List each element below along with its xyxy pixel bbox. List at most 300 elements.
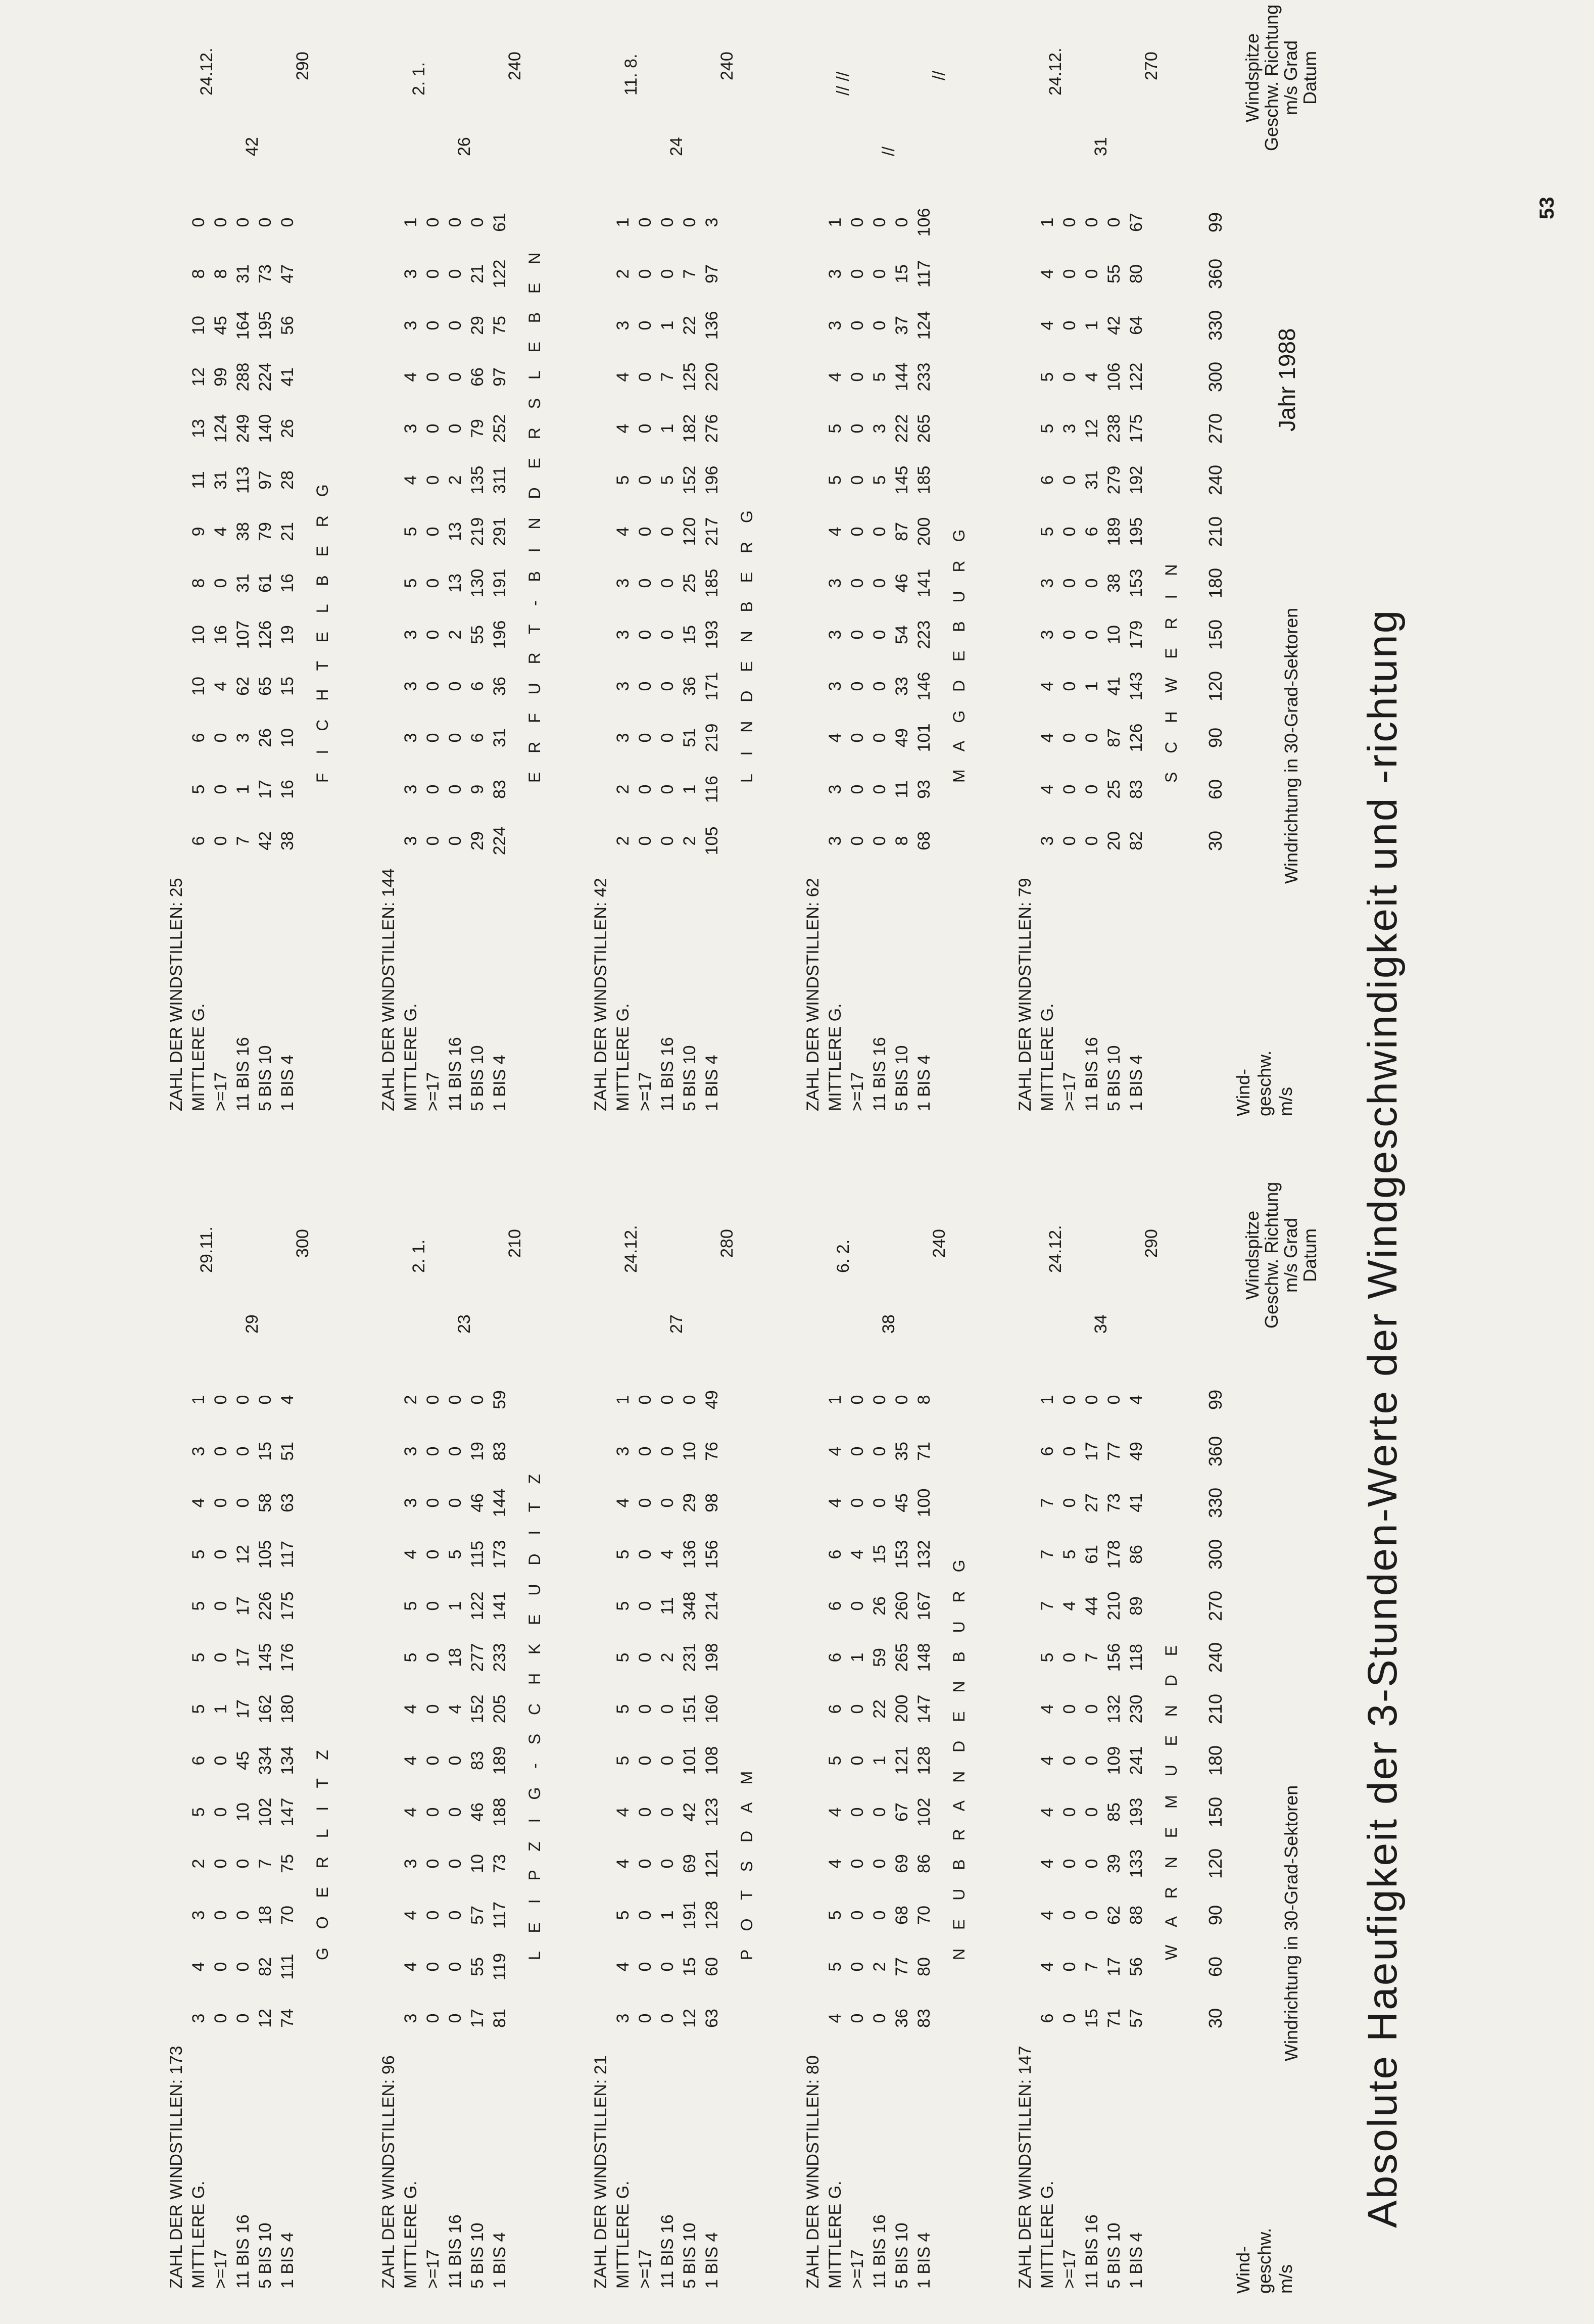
row-label: 5 BIS 10 — [680, 1045, 699, 1111]
data-cell: 0 — [870, 630, 889, 640]
data-cell: 0 — [1082, 1859, 1101, 1869]
data-cell: 0 — [658, 1498, 677, 1508]
data-cell: 1 — [1082, 681, 1101, 691]
row-label: >=17 — [1060, 2249, 1079, 2289]
data-cell: 0 — [636, 475, 655, 485]
data-cell: 22 — [870, 1699, 889, 1719]
data-cell: 83 — [1127, 780, 1146, 799]
data-cell: 0 — [1060, 1962, 1079, 1972]
data-cell: 102 — [914, 1797, 934, 1827]
direction-header: Windrichtung in 30-Grad-Sektoren — [1281, 607, 1301, 884]
data-cell: 10 — [189, 316, 208, 335]
data-cell: 102 — [256, 1797, 275, 1827]
peak-date: 24.12. — [1046, 1225, 1065, 1273]
data-cell: 0 — [211, 1859, 230, 1869]
data-cell: 4 — [613, 1859, 633, 1869]
data-cell: 224 — [490, 826, 509, 856]
data-cell: 0 — [658, 1446, 677, 1456]
data-cell: 57 — [468, 1906, 487, 1925]
data-cell: 3 — [826, 320, 845, 330]
data-cell: 4 — [826, 1446, 845, 1456]
data-cell: 46 — [892, 574, 911, 593]
data-cell: 86 — [914, 1854, 934, 1873]
data-cell: 113 — [233, 466, 253, 494]
data-cell: 0 — [1060, 1704, 1079, 1714]
data-cell: 47 — [278, 264, 297, 283]
row-label: 5 BIS 10 — [468, 1045, 487, 1111]
column-header-360: 360 — [1205, 1436, 1226, 1467]
data-cell: 4 — [401, 1756, 420, 1766]
data-cell: 0 — [1060, 1807, 1079, 1817]
data-cell: 0 — [870, 1859, 889, 1869]
data-cell: 62 — [233, 677, 253, 696]
data-cell: 25 — [1104, 780, 1124, 799]
row-label: 11 BIS 16 — [233, 1037, 253, 1111]
data-cell: 210 — [1104, 1591, 1124, 1621]
data-cell: 223 — [914, 620, 934, 649]
data-cell: 8 — [211, 269, 230, 279]
data-cell: 3 — [613, 320, 633, 330]
data-cell: 117 — [914, 260, 934, 288]
data-cell: 196 — [490, 620, 509, 649]
data-cell: 0 — [870, 1446, 889, 1456]
data-cell: 15 — [870, 1545, 889, 1564]
data-cell: 0 — [211, 578, 230, 588]
data-cell: 26 — [278, 419, 297, 438]
data-cell: 189 — [1104, 517, 1124, 546]
data-cell: 101 — [680, 1746, 699, 1775]
data-cell: 73 — [490, 1854, 509, 1873]
data-cell: 5 — [826, 1962, 845, 1972]
data-cell: 4 — [401, 1704, 420, 1714]
row-label: 1 BIS 4 — [702, 2232, 721, 2289]
data-cell: 276 — [702, 414, 721, 443]
data-cell: 124 — [211, 414, 230, 443]
data-cell: 4 — [278, 1395, 297, 1405]
data-cell: 4 — [401, 1807, 420, 1817]
data-cell: 4 — [826, 372, 845, 382]
data-cell: 214 — [702, 1591, 721, 1621]
data-cell: 0 — [1060, 681, 1079, 691]
page-title: Absolute Haeufigkeit der 3-Stunden-Werte der Windgeschwindigkeit und -richtung — [1360, 608, 1406, 2228]
data-cell: 15 — [680, 625, 699, 644]
data-cell: 3 — [401, 784, 420, 794]
right-table — [0, 0, 1594, 1147]
data-cell: 0 — [658, 217, 677, 227]
data-cell: 1 — [189, 1395, 208, 1405]
data-cell: 0 — [848, 1910, 867, 1920]
data-cell: 0 — [1060, 630, 1079, 640]
data-cell: 6 — [826, 1601, 845, 1611]
data-cell: 0 — [1060, 836, 1079, 846]
data-cell: 67 — [892, 1803, 911, 1822]
column-header-240: 240 — [1205, 1642, 1226, 1673]
data-cell: 10 — [189, 677, 208, 696]
row-label: 5 BIS 10 — [1104, 2222, 1124, 2289]
data-cell: 12 — [189, 367, 208, 387]
data-cell: 4 — [1127, 1395, 1146, 1405]
data-cell: 12 — [680, 2009, 699, 2028]
data-cell: 1 — [658, 423, 677, 434]
data-cell: 145 — [892, 465, 911, 495]
data-cell: 121 — [892, 1746, 911, 1775]
data-cell: 0 — [848, 1807, 867, 1817]
row-label: 5 BIS 10 — [680, 2222, 699, 2289]
data-cell: 12 — [256, 2009, 275, 2028]
data-cell: 3 — [401, 320, 420, 330]
data-cell: 27 — [1082, 1493, 1101, 1512]
data-cell: 191 — [680, 1901, 699, 1930]
data-cell: 17 — [468, 2009, 487, 2028]
data-cell: 0 — [1060, 1446, 1079, 1456]
data-cell: 0 — [211, 1652, 230, 1663]
data-cell: 188 — [490, 1797, 509, 1827]
data-cell: 0 — [446, 836, 465, 846]
data-cell: 54 — [892, 625, 911, 644]
peak-speed: 42 — [243, 137, 262, 156]
data-cell: 0 — [423, 217, 443, 227]
row-label: MITTLERE G. — [613, 2180, 633, 2289]
peak-direction: 270 — [1142, 52, 1161, 80]
data-cell: 64 — [1127, 316, 1146, 335]
data-cell: 16 — [278, 780, 297, 799]
data-cell: 75 — [490, 316, 509, 335]
data-cell: 3 — [189, 2013, 208, 2023]
data-cell: 119 — [490, 1953, 509, 1981]
data-cell: 82 — [256, 1957, 275, 1976]
data-cell: 46 — [468, 1493, 487, 1512]
peak-date: 2. 1. — [409, 1239, 428, 1273]
data-cell: 5 — [870, 475, 889, 485]
data-cell: 0 — [423, 475, 443, 485]
data-cell: 58 — [256, 1493, 275, 1512]
peak-speed: 31 — [1091, 137, 1110, 156]
data-cell: 0 — [870, 1498, 889, 1508]
data-cell: 0 — [848, 217, 867, 227]
data-cell: 195 — [1127, 517, 1146, 546]
data-cell: 185 — [914, 465, 934, 495]
data-cell: 13 — [189, 419, 208, 438]
data-cell: 0 — [423, 1395, 443, 1405]
column-header-270: 270 — [1205, 1590, 1226, 1622]
data-cell: 0 — [658, 784, 677, 794]
data-cell: 0 — [870, 527, 889, 537]
direction-header: Windrichtung in 30-Grad-Sektoren — [1281, 1785, 1301, 2061]
data-cell: 17 — [1082, 1442, 1101, 1461]
data-cell: 68 — [892, 1906, 911, 1925]
calm-count-label: ZAHL DER WINDSTILLEN: 147 — [1016, 2046, 1035, 2289]
data-cell: 29 — [680, 1493, 699, 1512]
data-cell: 83 — [468, 1751, 487, 1770]
peak-date: 2. 1. — [409, 62, 428, 96]
data-cell: 143 — [1127, 672, 1146, 701]
data-cell: 4 — [848, 1549, 867, 1559]
data-cell: 0 — [423, 733, 443, 743]
data-cell: 133 — [1127, 1849, 1146, 1878]
data-cell: 31 — [233, 264, 253, 283]
data-cell: 4 — [826, 2013, 845, 2023]
data-cell: 148 — [914, 1643, 934, 1672]
data-cell: 1 — [211, 1704, 230, 1714]
data-cell: 0 — [1060, 269, 1079, 279]
wind-speed-header-line: m/s — [1275, 1087, 1296, 1116]
row-label: MITTLERE G. — [826, 2180, 845, 2289]
data-cell: 5 — [189, 1652, 208, 1663]
peak-date: 11. 8. — [621, 54, 641, 96]
data-cell: 0 — [423, 681, 443, 691]
data-cell: 7 — [1038, 1549, 1057, 1559]
data-cell: 0 — [423, 1962, 443, 1972]
data-cell: 45 — [233, 1751, 253, 1770]
data-cell: 3 — [401, 1859, 420, 1869]
data-cell: 38 — [1104, 574, 1124, 593]
data-cell: 0 — [446, 733, 465, 743]
data-cell: 0 — [636, 1859, 655, 1869]
data-cell: 0 — [211, 1807, 230, 1817]
data-cell: 0 — [446, 1910, 465, 1920]
data-cell: 0 — [636, 630, 655, 640]
data-cell: 4 — [401, 372, 420, 382]
station-name: S C H W E R I N — [1162, 557, 1180, 783]
column-header-180: 180 — [1205, 567, 1226, 599]
data-cell: 106 — [914, 208, 934, 237]
data-cell: 0 — [848, 1756, 867, 1766]
data-cell: 0 — [848, 1859, 867, 1869]
wind-speed-header — [1233, 2228, 1296, 2294]
peak-header-line: m/s Grad — [1280, 1217, 1301, 1293]
data-cell: 0 — [446, 320, 465, 330]
data-cell: 0 — [870, 1807, 889, 1817]
data-cell: 191 — [490, 568, 509, 598]
data-cell: 5 — [401, 527, 420, 537]
row-label: 11 BIS 16 — [870, 2214, 889, 2289]
data-cell: 132 — [1104, 1694, 1124, 1724]
data-cell: 0 — [211, 217, 230, 227]
data-cell: 1 — [1082, 320, 1101, 330]
data-cell: 0 — [1060, 1756, 1079, 1766]
data-cell: 0 — [636, 372, 655, 382]
column-header-120: 120 — [1205, 671, 1226, 702]
data-cell: 36 — [892, 2009, 911, 2028]
data-cell: 37 — [892, 316, 911, 335]
data-cell: 147 — [278, 1797, 297, 1827]
data-cell: 0 — [1082, 630, 1101, 640]
data-cell: 0 — [870, 733, 889, 743]
data-cell: 80 — [914, 1957, 934, 1976]
data-cell: 167 — [914, 1591, 934, 1621]
data-cell: 57 — [1127, 2009, 1146, 2028]
data-cell: 0 — [848, 1446, 867, 1456]
data-cell: 10 — [278, 728, 297, 747]
data-cell: 4 — [826, 527, 845, 537]
data-cell: 41 — [1127, 1493, 1146, 1512]
data-cell: 3 — [826, 681, 845, 691]
data-cell: 101 — [914, 723, 934, 752]
row-label: >=17 — [848, 2249, 867, 2289]
data-cell: 56 — [1127, 1957, 1146, 1976]
data-cell: 0 — [446, 1498, 465, 1508]
station-name: F I C H T E L B E R G — [313, 477, 331, 783]
data-cell: 4 — [1038, 1704, 1057, 1714]
data-cell: 0 — [870, 578, 889, 588]
data-cell: 144 — [490, 1488, 509, 1517]
data-cell: 3 — [826, 578, 845, 588]
station-name: W A R N E M U E N D E — [1162, 1638, 1180, 1960]
data-cell: 0 — [636, 1962, 655, 1972]
data-cell: 0 — [848, 269, 867, 279]
data-cell: 19 — [278, 625, 297, 644]
data-cell: 4 — [1038, 784, 1057, 794]
data-cell: 0 — [446, 217, 465, 227]
data-cell: 0 — [211, 1549, 230, 1559]
data-cell: 200 — [892, 1694, 911, 1724]
data-cell: 122 — [1127, 362, 1146, 392]
data-cell: 97 — [256, 470, 275, 490]
row-label: 5 BIS 10 — [1104, 1045, 1124, 1111]
data-cell: 4 — [211, 527, 230, 537]
data-cell: 77 — [892, 1957, 911, 1976]
data-cell: 89 — [1127, 1596, 1146, 1616]
data-cell: 0 — [423, 1498, 443, 1508]
data-cell: 87 — [892, 522, 911, 541]
column-header-330: 330 — [1205, 310, 1226, 341]
data-cell: 5 — [189, 1549, 208, 1559]
data-cell: 241 — [1127, 1746, 1146, 1775]
peak-speed: 34 — [1091, 1314, 1110, 1334]
data-cell: 115 — [468, 1540, 487, 1569]
data-cell: 2 — [446, 630, 465, 640]
calm-count-label: ZAHL DER WINDSTILLEN: 79 — [1016, 878, 1035, 1111]
data-cell: 3 — [613, 1446, 633, 1456]
peak-direction: 300 — [293, 1229, 312, 1258]
data-cell: 0 — [256, 1395, 275, 1405]
data-cell: 4 — [401, 1549, 420, 1559]
row-label: 11 BIS 16 — [1082, 2214, 1101, 2289]
data-cell: 5 — [826, 1910, 845, 1920]
data-cell: 348 — [680, 1591, 699, 1621]
data-cell: 3 — [826, 836, 845, 846]
data-cell: 0 — [1060, 1395, 1079, 1405]
data-cell: 0 — [848, 630, 867, 640]
data-cell: 0 — [870, 836, 889, 846]
data-cell: 66 — [468, 367, 487, 387]
data-cell: 122 — [490, 259, 509, 289]
data-cell: 0 — [892, 1395, 911, 1405]
data-cell: 0 — [1060, 784, 1079, 794]
data-cell: 0 — [233, 1498, 253, 1508]
data-cell: 0 — [1060, 1859, 1079, 1869]
data-cell: 6 — [1038, 2013, 1057, 2023]
data-cell: 18 — [446, 1648, 465, 1667]
data-cell: 4 — [613, 372, 633, 382]
data-cell: 5 — [401, 1601, 420, 1611]
data-cell: 3 — [613, 733, 633, 743]
data-cell: 117 — [278, 1540, 297, 1569]
data-cell: 26 — [870, 1596, 889, 1616]
data-cell: 2 — [189, 1859, 208, 1869]
data-cell: 5 — [401, 1652, 420, 1663]
data-cell: 6 — [189, 1756, 208, 1766]
data-cell: 0 — [423, 1704, 443, 1714]
data-cell: 0 — [233, 2013, 253, 2023]
data-cell: 8 — [189, 269, 208, 279]
data-cell: 4 — [401, 1910, 420, 1920]
data-cell: 1 — [401, 217, 420, 227]
data-cell: 0 — [1082, 1704, 1101, 1714]
row-label: >=17 — [423, 2249, 443, 2289]
data-cell: 1 — [613, 217, 633, 227]
data-cell: 3 — [401, 1498, 420, 1508]
data-cell: 0 — [211, 1395, 230, 1405]
data-cell: 7 — [1038, 1498, 1057, 1508]
data-cell: 0 — [211, 1498, 230, 1508]
data-cell: 233 — [914, 362, 934, 392]
data-cell: 4 — [1038, 1859, 1057, 1869]
data-cell: 31 — [1082, 470, 1101, 490]
peak-date: 24.12. — [197, 48, 216, 96]
data-cell: 62 — [1104, 1906, 1124, 1925]
data-cell: 4 — [613, 1807, 633, 1817]
data-cell: 4 — [1038, 320, 1057, 330]
data-cell: 0 — [636, 1756, 655, 1766]
data-cell: 2 — [613, 269, 633, 279]
data-cell: 105 — [702, 826, 721, 856]
data-cell: 0 — [636, 1446, 655, 1456]
data-cell: 265 — [914, 414, 934, 443]
data-cell: 0 — [1060, 578, 1079, 588]
data-cell: 0 — [423, 836, 443, 846]
data-cell: 1 — [870, 1756, 889, 1766]
data-cell: 0 — [1082, 578, 1101, 588]
data-cell: 13 — [446, 574, 465, 593]
peak-date: // // — [834, 71, 853, 96]
data-cell: 17 — [233, 1596, 253, 1616]
data-cell: 0 — [1104, 217, 1124, 227]
column-header-99: 99 — [1205, 212, 1226, 233]
data-cell: 5 — [1038, 527, 1057, 537]
data-cell: 5 — [1038, 423, 1057, 434]
data-cell: 3 — [613, 681, 633, 691]
data-cell: 0 — [658, 1704, 677, 1714]
data-cell: 79 — [468, 419, 487, 438]
data-cell: 1 — [826, 1395, 845, 1405]
row-label: 5 BIS 10 — [892, 1045, 911, 1111]
data-cell: 4 — [211, 681, 230, 691]
data-cell: 0 — [636, 1395, 655, 1405]
row-label: >=17 — [1060, 1072, 1079, 1111]
data-cell: 0 — [446, 372, 465, 382]
data-cell: 135 — [468, 465, 487, 495]
data-cell: 17 — [256, 780, 275, 799]
data-cell: 0 — [636, 423, 655, 434]
peak-header-line: Datum — [1299, 51, 1320, 105]
row-label: 1 BIS 4 — [1127, 2232, 1146, 2289]
data-cell: 69 — [680, 1854, 699, 1873]
row-label: 11 BIS 16 — [233, 2214, 253, 2289]
data-cell: 0 — [1082, 1910, 1101, 1920]
data-cell: 55 — [468, 1957, 487, 1976]
data-cell: 0 — [423, 1601, 443, 1611]
data-cell: 0 — [233, 1910, 253, 1920]
peak-direction: 280 — [717, 1229, 737, 1258]
row-label: 11 BIS 16 — [870, 1037, 889, 1111]
row-label: 1 BIS 4 — [914, 1055, 934, 1111]
data-cell: 11 — [189, 471, 208, 489]
data-cell: 0 — [446, 269, 465, 279]
data-cell: 21 — [468, 264, 487, 283]
peak-direction: 290 — [1142, 1229, 1161, 1258]
data-cell: 29 — [468, 316, 487, 335]
